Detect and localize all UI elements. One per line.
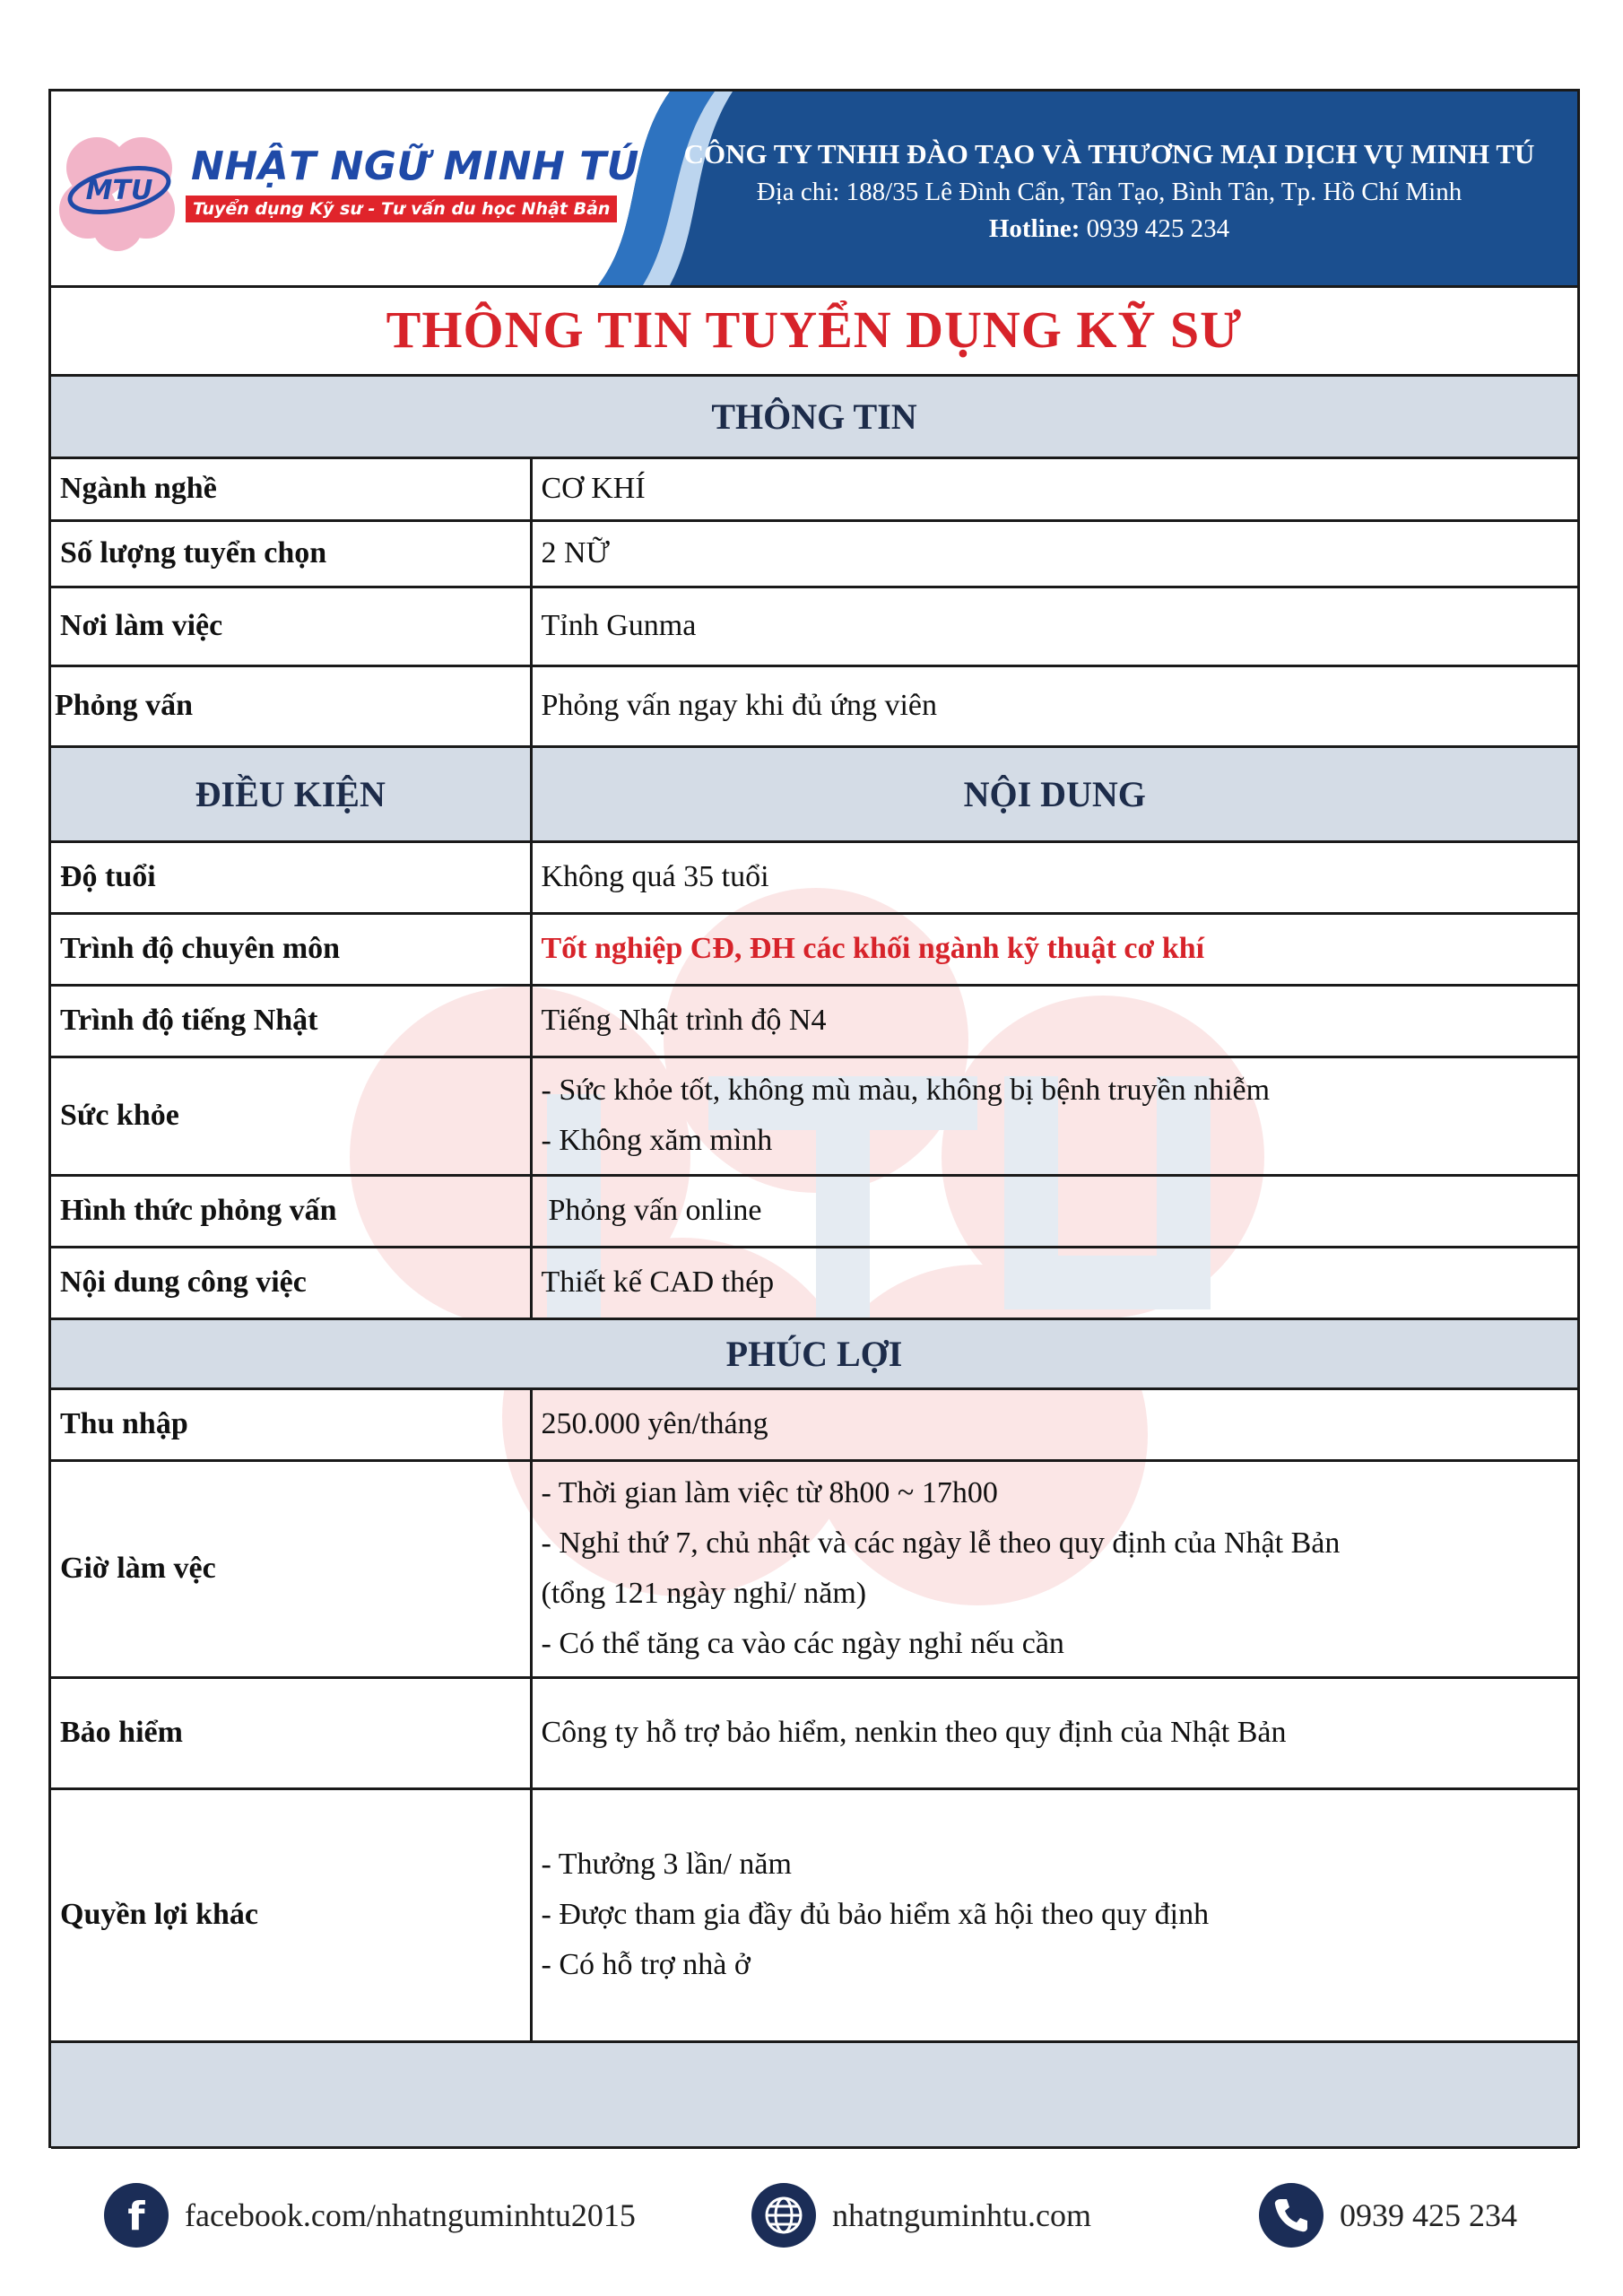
value-line: - Không xăm mình [541, 1124, 773, 1157]
website-link[interactable]: nhatnguminhtu.com [832, 2197, 1091, 2233]
recruitment-table [51, 285, 1577, 2149]
table-row [51, 587, 1577, 665]
facebook-link[interactable]: facebook.com/nhatnguminhtu2015 [185, 2197, 636, 2233]
row-label: Hình thức phỏng vấn [51, 1175, 531, 1247]
value-line: - Thưởng 3 lần/ năm [541, 1848, 792, 1881]
row-value: Phỏng vấn ngay khi đủ ứng viên [531, 665, 1577, 746]
table-row [51, 1247, 1577, 1318]
value-line: - Thời gian làm việc từ 8h00 ~ 17h00 [541, 1476, 998, 1509]
section-info-heading: THÔNG TIN [51, 375, 1577, 457]
row-value: 250.000 yên/tháng [531, 1388, 1577, 1460]
table-row [51, 913, 1577, 985]
row-label: Thu nhập [51, 1388, 531, 1460]
row-value: Tiếng Nhật trình độ N4 [531, 985, 1577, 1057]
recruitment-document [48, 89, 1580, 2148]
row-value-highlight: Tốt nghiệp CĐ, ĐH các khối ngành kỹ thuật cơ khí [531, 913, 1577, 985]
row-label: Phỏng vấn [51, 665, 531, 746]
globe-icon [751, 2183, 816, 2248]
facebook-icon [104, 2183, 169, 2248]
brand-logo [56, 127, 639, 253]
footer [0, 2179, 1623, 2251]
row-label: Trình độ chuyên môn [51, 913, 531, 985]
company-header [51, 91, 1577, 288]
row-value: Phỏng vấn online [531, 1175, 1577, 1247]
value-line: - Sức khỏe tốt, không mù màu, không bị bệnh truyền nhiễm [541, 1074, 1271, 1107]
row-label: Quyền lợi khác [51, 1788, 531, 2041]
conditions-heading: ĐIỀU KIỆN [51, 746, 531, 841]
table-row [51, 457, 1577, 520]
hotline-value: 0939 425 234 [1086, 214, 1230, 243]
row-value: Thiết kế CAD thép [531, 1247, 1577, 1318]
table-row [51, 1677, 1577, 1788]
sakura-logo-icon [56, 127, 182, 253]
value-line: - Có hỗ trợ nhà ở [541, 1948, 751, 1981]
company-info [643, 138, 1575, 244]
svg-text:f: f [127, 2194, 145, 2237]
footer-website[interactable] [751, 2179, 1091, 2251]
row-value: Tỉnh Gunma [531, 587, 1577, 665]
table-row [51, 1388, 1577, 1460]
row-label: Bảo hiểm [51, 1677, 531, 1788]
phone-number[interactable]: 0939 425 234 [1340, 2197, 1517, 2233]
svg-text:MTU: MTU [85, 175, 153, 206]
table-row [51, 520, 1577, 587]
row-value: CƠ KHÍ [531, 457, 1577, 520]
table-row [51, 1788, 1577, 2041]
value-line: (tổng 121 ngày nghỉ/ năm) [541, 1577, 867, 1610]
row-value [531, 1057, 1577, 1175]
company-name: CÔNG TY TNHH ĐÀO TẠO VÀ THƯƠNG MẠI DỊCH VỤ MINH TÚ [683, 138, 1535, 170]
row-label: Giờ làm vệc [51, 1460, 531, 1677]
value-line: - Có thể tăng ca vào các ngày nghỉ nếu cần [541, 1627, 1064, 1660]
row-label: Sức khỏe [51, 1057, 531, 1175]
row-label: Nội dung công việc [51, 1247, 531, 1318]
table-row [51, 665, 1577, 746]
row-label: Ngành nghề [51, 457, 531, 520]
footer-phone[interactable] [1259, 2179, 1517, 2251]
hotline-label: Hotline: [988, 214, 1081, 243]
row-label: Trình độ tiếng Nhật [51, 985, 531, 1057]
value-line: - Nghỉ thứ 7, chủ nhật và các ngày lễ theo quy định của Nhật Bản [541, 1526, 1341, 1560]
row-value: 2 NỮ [531, 520, 1577, 587]
phone-icon [1259, 2183, 1324, 2248]
table-row [51, 1460, 1577, 1677]
table-row [51, 1057, 1577, 1175]
content-heading: NỘI DUNG [531, 746, 1577, 841]
table-row [51, 1175, 1577, 1247]
brand-title: NHẬT NGỮ MINH TÚ [191, 144, 639, 189]
row-label: Độ tuổi [51, 841, 531, 913]
row-value [531, 1460, 1577, 1677]
row-label: Nơi làm việc [51, 587, 531, 665]
benefits-heading: PHÚC LỢI [51, 1318, 1577, 1388]
company-address: Địa chi: 188/35 Lê Đình Cẩn, Tân Tạo, Bình Tân, Tp. Hồ Chí Minh [756, 178, 1462, 206]
row-value: Không quá 35 tuổi [531, 841, 1577, 913]
table-row [51, 985, 1577, 1057]
table-row [51, 841, 1577, 913]
value-line: - Được tham gia đầy đủ bảo hiểm xã hội theo quy định [541, 1898, 1210, 1931]
brand-subtitle: Tuyển dụng Kỹ sư - Tư vấn du học Nhật Bản [186, 196, 617, 222]
company-hotline [643, 214, 1575, 244]
row-label: Số lượng tuyển chọn [51, 520, 531, 587]
row-value [531, 1788, 1577, 2041]
footer-facebook[interactable] [104, 2179, 636, 2251]
page-title: THÔNG TIN TUYỂN DỤNG KỸ SƯ [51, 285, 1577, 375]
row-value: Công ty hỗ trợ bảo hiểm, nenkin theo quy định của Nhật Bản [531, 1677, 1577, 1788]
empty-footer-row [51, 2041, 1577, 2147]
